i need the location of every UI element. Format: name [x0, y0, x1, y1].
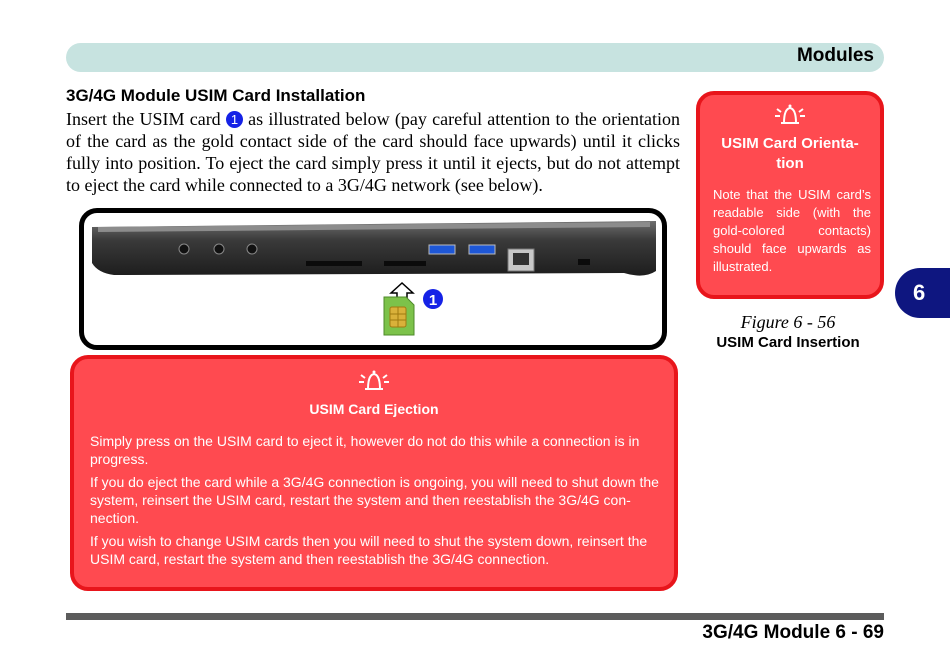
section-heading: 3G/4G Module USIM Card Installation	[66, 86, 366, 105]
orientation-note-box	[696, 91, 884, 299]
bell-icon	[700, 103, 880, 132]
usb-port-1	[429, 245, 455, 254]
header-bar	[66, 43, 884, 72]
figure-title: USIM Card Insertion	[716, 334, 860, 351]
laptop-side-illustration	[84, 213, 662, 345]
lock-slot	[578, 259, 590, 265]
ejection-paragraph: If you do eject the card while a 3G/4G connection is ongoing, you will need to shut down the system, reinsert the USIM card, restart the system and then reestablish the 3G/4G con- nection.	[90, 474, 659, 526]
figure-number: Figure 6 - 56	[740, 312, 836, 332]
intro-text-after: as illustrated below (pay careful attention to the orientation of the card as the gold contact side of the card should face upwards) until it clicks fully into position. To eject the card simply press it until it ejects, but do not attempt to eject the card while connected to a 3G/4G network (see below).	[66, 109, 680, 195]
ejection-note-title: USIM Card Ejection	[309, 401, 439, 417]
intro-paragraph	[66, 108, 680, 196]
usb-port-2	[469, 245, 495, 254]
page-footer: 3G/4G Module 6 - 69	[702, 622, 884, 643]
footer-rule	[66, 613, 884, 620]
ejection-note-box	[70, 355, 678, 591]
intro-text-before: Insert the USIM card	[66, 109, 226, 129]
usim-slot	[384, 261, 426, 266]
figure-callout-number: 1	[428, 292, 438, 309]
usim-card	[384, 297, 414, 335]
orientation-note-body: Note that the USIM card’s readable side (with the gold-colored contacts) should face upwards as illustrated.	[713, 187, 871, 274]
callout-number-badge: 1	[226, 111, 243, 128]
ejection-paragraph: If you wish to change USIM cards then you will need to shut the system down, reinsert the USIM card, restart the system and then reestablish the 3G/4G connection.	[90, 533, 648, 567]
figure-frame	[79, 208, 667, 350]
bell-icon	[74, 369, 674, 398]
orientation-note-title: USIM Card Orienta- tion	[721, 135, 859, 172]
card-reader-slot	[306, 261, 362, 266]
chapter-tab: 6	[895, 268, 950, 318]
ejection-note-body	[90, 432, 660, 573]
page-header-title: Modules	[796, 45, 874, 66]
ejection-paragraph: Simply press on the USIM card to eject it, however do not do this while a connection is in progress.	[90, 433, 640, 467]
